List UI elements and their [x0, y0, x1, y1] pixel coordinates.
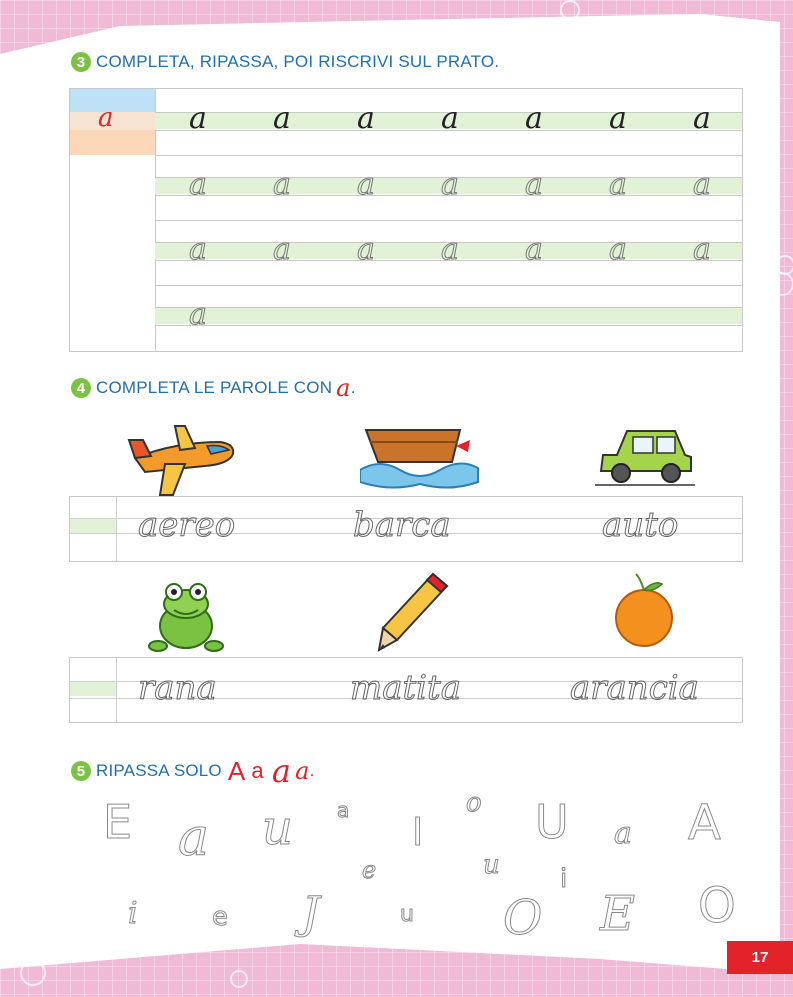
target-letter: a [336, 374, 351, 402]
dotted-letter: a [273, 167, 291, 202]
section-title-text: COMPLETA LE PAROLE CON [96, 378, 333, 397]
section-5-title [71, 752, 315, 790]
word-to-complete: rana [138, 668, 217, 708]
word-writing-row [69, 496, 743, 562]
bubble-decoration [230, 970, 248, 988]
pencil-icon [375, 570, 451, 654]
cursive-letter: a [273, 101, 291, 136]
dotted-letter: a [273, 232, 291, 267]
model-letter-box [70, 89, 155, 155]
trace-letter: i [128, 896, 138, 931]
orange-icon [610, 570, 678, 650]
letter-row-solid [180, 101, 720, 136]
car-icon [595, 425, 697, 489]
section-title-text: COMPLETA, RIPASSA, POI RISCRIVI SUL PRATO. [96, 52, 500, 71]
dotted-letter: a [609, 232, 627, 267]
model-letter: a [98, 103, 114, 133]
trace-letter: e [212, 902, 228, 932]
title-period: . [309, 761, 315, 780]
trace-letter: a [337, 798, 350, 822]
trace-letter: E [600, 886, 636, 942]
section-title-text: RIPASSA SOLO [96, 761, 222, 780]
section-3-title [71, 52, 499, 72]
word-to-complete: auto [602, 505, 679, 545]
section-number-badge: 3 [71, 52, 91, 72]
dotted-letter: a [189, 297, 207, 332]
airplane-icon [125, 420, 237, 500]
cursive-letter: a [609, 101, 627, 136]
boat-icon [360, 420, 480, 492]
dotted-letter: a [441, 232, 459, 267]
dotted-letter: a [189, 167, 207, 202]
trace-letter: E [103, 795, 133, 849]
word-to-complete: aereo [138, 505, 236, 545]
section-number-badge: 4 [71, 378, 91, 398]
trace-letter: o [466, 788, 482, 818]
trace-letter: J [302, 888, 320, 939]
trace-letter: I [412, 810, 424, 854]
page-number: 17 [727, 941, 793, 974]
target-letter-uppercase-cursive: a [271, 752, 292, 790]
dotted-letter: a [525, 167, 543, 202]
dotted-letter: a [441, 167, 459, 202]
section-4-title [71, 374, 356, 402]
dotted-letter: a [357, 232, 375, 267]
trace-letter: O [698, 878, 736, 934]
letter-row-dotted [180, 167, 720, 202]
word-to-complete: arancia [570, 668, 699, 708]
trace-letter: a [614, 816, 632, 851]
word-to-complete: barca [353, 505, 451, 545]
cursive-letter: a [525, 101, 543, 136]
letter-row-dotted [180, 297, 216, 332]
letter-row-dotted [180, 232, 720, 267]
dotted-letter: a [525, 232, 543, 267]
title-period: . [350, 378, 356, 397]
dotted-letter: a [693, 167, 711, 202]
dotted-letter: a [693, 232, 711, 267]
target-letter-lowercase-print: a [251, 758, 264, 783]
trace-letter: e [362, 856, 377, 884]
writing-grid [69, 88, 743, 352]
dotted-letter: a [357, 167, 375, 202]
trace-letter: a [178, 808, 210, 868]
trace-letter: U [535, 795, 569, 849]
target-letter-uppercase-print: A [227, 755, 246, 786]
trace-letter: A [688, 795, 721, 851]
frog-icon [148, 580, 224, 654]
cursive-letter: a [693, 101, 711, 136]
trace-letter: u [400, 902, 414, 927]
dotted-letter: a [609, 167, 627, 202]
word-to-complete: matita [350, 668, 461, 708]
cursive-letter: a [357, 101, 375, 136]
target-letter-lowercase-cursive: a [295, 757, 310, 785]
word-writing-row [69, 657, 743, 723]
section-number-badge: 5 [71, 761, 91, 781]
trace-letter: i [560, 864, 568, 894]
trace-letter: O [503, 890, 543, 946]
cursive-letter: a [441, 101, 459, 136]
dotted-letter: a [189, 232, 207, 267]
cursive-letter: a [189, 101, 207, 136]
trace-letter: u [262, 800, 293, 856]
trace-letter: u [483, 850, 500, 880]
